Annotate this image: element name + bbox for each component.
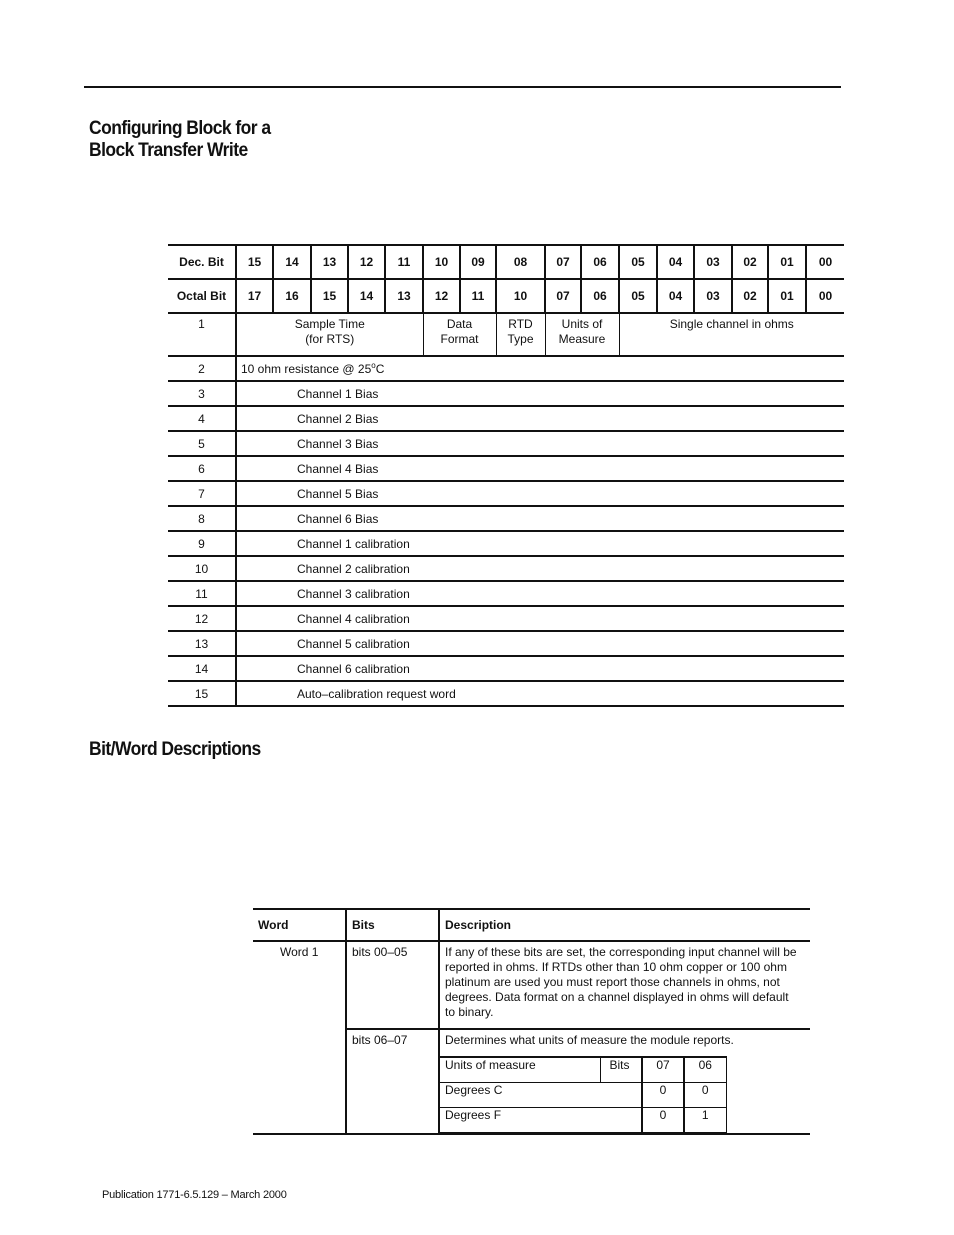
octal-bit-cell: 17 [236, 279, 273, 313]
units-bit-06: 0 [684, 1083, 726, 1108]
word-description: Channel 3 Bias [236, 431, 844, 456]
word-number: 6 [168, 456, 236, 481]
table-row [168, 656, 844, 681]
word-number: 7 [168, 481, 236, 506]
octal-bit-cell: 16 [273, 279, 311, 313]
octal-bit-cell: 11 [460, 279, 496, 313]
header-description: Description [439, 909, 810, 941]
dec-bit-cell: 12 [348, 245, 385, 279]
units-of-measure-table [440, 1056, 727, 1133]
word-description: Channel 1 calibration [236, 531, 844, 556]
octal-bit-cell: 10 [496, 279, 545, 313]
field-label: Data [446, 317, 473, 331]
field-label: (for RTS) [305, 332, 355, 346]
desc-row-bits-00-05 [253, 941, 810, 1029]
word-description [236, 356, 844, 381]
dec-bit-cell: 11 [385, 245, 423, 279]
publication-footer: Publication 1771-6.5.129 – March 2000 [102, 1189, 287, 1201]
field-label: Format [440, 332, 479, 346]
bits-cell: bits 00–05 [346, 941, 439, 1029]
octal-bit-cell: 00 [806, 279, 844, 313]
table-row [168, 381, 844, 406]
header-bits: Bits [346, 909, 439, 941]
octal-bit-cell: 05 [619, 279, 657, 313]
octal-bit-cell: 13 [385, 279, 423, 313]
dec-bit-row [168, 245, 844, 279]
word-description: Channel 4 calibration [236, 606, 844, 631]
units-of-measure-field [545, 313, 619, 356]
units-name: Degrees C [440, 1083, 642, 1108]
units-bit-07: 0 [642, 1083, 684, 1108]
word-number: 8 [168, 506, 236, 531]
title-line-1: Configuring Block for a [89, 118, 271, 139]
word-number: 3 [168, 381, 236, 406]
octal-bit-cell: 14 [348, 279, 385, 313]
table-row [168, 631, 844, 656]
word-description: Channel 3 calibration [236, 581, 844, 606]
dec-bit-cell: 05 [619, 245, 657, 279]
word-number: 4 [168, 406, 236, 431]
octal-bit-cell: 03 [694, 279, 732, 313]
table-row [168, 531, 844, 556]
word-number: 14 [168, 656, 236, 681]
units-name: Degrees F [440, 1108, 642, 1133]
top-rule [84, 86, 841, 88]
word-description: Channel 2 Bias [236, 406, 844, 431]
octal-bit-cell: 04 [657, 279, 694, 313]
block-transfer-write-table [168, 244, 844, 707]
dec-bit-cell: 15 [236, 245, 273, 279]
description-cell [439, 1029, 810, 1134]
data-format-field [423, 313, 496, 356]
header-word: Word [253, 909, 346, 941]
word-description: Channel 4 Bias [236, 456, 844, 481]
word-description: Channel 1 Bias [236, 381, 844, 406]
dec-bit-cell: 04 [657, 245, 694, 279]
units-header-name: Units of measure [440, 1057, 600, 1083]
table-row [168, 406, 844, 431]
dec-bit-cell: 08 [496, 245, 545, 279]
word-number: 9 [168, 531, 236, 556]
word-description: Channel 6 Bias [236, 506, 844, 531]
word-description: Channel 5 Bias [236, 481, 844, 506]
word-number: 13 [168, 631, 236, 656]
word-description: Channel 2 calibration [236, 556, 844, 581]
bit-word-description-table [253, 908, 810, 1135]
dec-bit-cell: 03 [694, 245, 732, 279]
dec-bit-cell: 14 [273, 245, 311, 279]
octal-bit-cell: 06 [581, 279, 619, 313]
octal-bit-cell: 01 [768, 279, 806, 313]
word-description: Channel 5 calibration [236, 631, 844, 656]
description-cell: If any of these bits are set, the corresponding input channel will be reported in ohms. If RTDs other than 10 ohm copper or 100 ohm platinum are used you must report those channels in ohms, not degrees. Data format on a channel displayed in ohms will default to binary. [439, 941, 810, 1029]
units-row [440, 1083, 726, 1108]
units-header-06: 06 [684, 1057, 726, 1083]
word-number: 11 [168, 581, 236, 606]
description-text: Determines what units of measure the module reports. [445, 1033, 734, 1047]
word-number: 2 [168, 356, 236, 381]
word-description: Channel 6 calibration [236, 656, 844, 681]
word-number: 15 [168, 681, 236, 706]
dec-bit-cell: 01 [768, 245, 806, 279]
desc-suffix: C [375, 361, 385, 376]
word-2-row [168, 356, 844, 381]
table-row [168, 556, 844, 581]
octal-bit-cell: 02 [732, 279, 768, 313]
desc-text: 10 ohm resistance @ 25 [241, 361, 372, 376]
field-label: Measure [558, 332, 606, 346]
table-row [168, 481, 844, 506]
octal-bit-cell: 12 [423, 279, 460, 313]
title-line-2: Block Transfer Write [89, 140, 248, 161]
word-number: 10 [168, 556, 236, 581]
field-label: Units of [561, 317, 603, 331]
field-label: Sample Time [294, 317, 365, 331]
dec-bit-cell: 00 [806, 245, 844, 279]
field-label: RTD [508, 317, 533, 331]
table-row [168, 681, 844, 706]
word-1-row [168, 313, 844, 356]
word-number: 1 [168, 313, 236, 356]
section-title-bit-word: Bit/Word Descriptions [89, 739, 261, 760]
table-row [168, 581, 844, 606]
table-row [168, 506, 844, 531]
table-row [168, 431, 844, 456]
dec-bit-cell: 09 [460, 245, 496, 279]
table-row [168, 606, 844, 631]
units-header-07: 07 [642, 1057, 684, 1083]
table-row [168, 456, 844, 481]
octal-bit-row [168, 279, 844, 313]
degree-sup: o [371, 360, 376, 370]
word-description: Auto–calibration request word [297, 686, 456, 701]
units-bit-06: 1 [684, 1108, 726, 1133]
octal-bit-cell: 15 [311, 279, 348, 313]
dec-bit-cell: 07 [545, 245, 581, 279]
word-number: 12 [168, 606, 236, 631]
units-row [440, 1108, 726, 1133]
octal-bit-label: Octal Bit [168, 279, 236, 313]
units-bit-07: 0 [642, 1108, 684, 1133]
units-header-bits: Bits [600, 1057, 642, 1083]
field-label: Type [507, 332, 534, 346]
bits-cell: bits 06–07 [346, 1029, 439, 1134]
single-channel-field: Single channel in ohms [619, 313, 844, 356]
octal-bit-cell: 07 [545, 279, 581, 313]
dec-bit-label: Dec. Bit [168, 245, 236, 279]
units-header-row [440, 1057, 726, 1083]
word-number: 5 [168, 431, 236, 456]
dec-bit-cell: 06 [581, 245, 619, 279]
word-cell: Word 1 [280, 945, 319, 959]
dec-bit-cell: 10 [423, 245, 460, 279]
sample-time-field [236, 313, 423, 356]
dec-bit-cell: 02 [732, 245, 768, 279]
desc-header-row [253, 909, 810, 941]
dec-bit-cell: 13 [311, 245, 348, 279]
section-title-configuring [89, 118, 271, 162]
rtd-type-field [496, 313, 545, 356]
